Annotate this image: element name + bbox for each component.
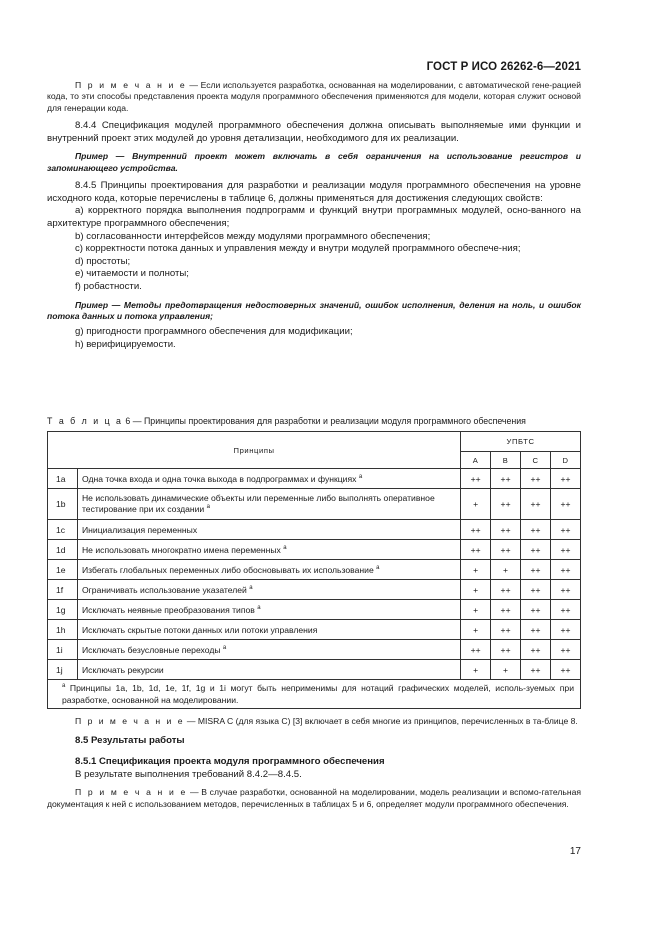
after-table-block	[47, 716, 581, 810]
row-principle	[77, 469, 460, 489]
level-b-header: B	[491, 452, 521, 469]
note-1	[47, 80, 581, 114]
row-principle-text: Не использовать динамические объекты или переменные либо выполнять оперативное тестирование при их создании	[81, 492, 435, 514]
cell-a: +	[461, 580, 491, 600]
row-id: 1f	[48, 580, 78, 600]
row-id: 1g	[48, 600, 78, 620]
row-principle-text: Избегать глобальных переменных либо обосновывать их использование	[81, 564, 374, 575]
row-principle	[77, 580, 460, 600]
cell-c: ++	[521, 520, 551, 540]
note-text: — MISRA C (для языка C) [3] включает в себя многие из принципов, перечисленных в та-блице 8.	[184, 716, 578, 726]
cell-c: ++	[521, 620, 551, 640]
row-principle	[77, 520, 460, 540]
table-row	[48, 640, 581, 660]
row-id: 1c	[48, 520, 78, 540]
cell-a: +	[461, 660, 491, 680]
row-principle-text: Исключать рекурсии	[81, 664, 164, 675]
example-1: Пример — Внутренний проект может включать в себя ограничения на использование регистров и запоминающего устройства.	[47, 151, 581, 173]
list-item: c) корректности потока данных и управления между и внутри модулей программного обеспече-ния;	[75, 243, 521, 255]
cell-c: ++	[521, 489, 551, 520]
note-label: П р и м е ч а н и е	[75, 787, 188, 798]
table-row	[48, 600, 581, 620]
row-principle	[77, 560, 460, 580]
table-row	[48, 540, 581, 560]
cell-c: ++	[521, 540, 551, 560]
properties-list	[47, 205, 581, 293]
table-caption	[47, 416, 526, 426]
footnote-mark: a	[62, 683, 66, 689]
list-item: a) корректного порядка выполнения подпрограмм и функций внутри программных модулей, осно-ванного на архитектуре программного обеспечения;	[47, 205, 581, 229]
row-principle-text: Одна точка входа и одна точка выхода в подпрограммах и функциях	[81, 473, 357, 484]
table-row	[48, 560, 581, 580]
cell-b: ++	[491, 540, 521, 560]
cell-a: ++	[461, 640, 491, 660]
row-principle-text: Инициализация переменных	[81, 524, 198, 535]
row-principle-text: Не использовать многократно имена переменных	[81, 544, 281, 555]
footnote-mark: a	[283, 544, 287, 551]
level-a-header: A	[461, 452, 491, 469]
row-principle	[77, 600, 460, 620]
list-item: f) робастности.	[75, 280, 142, 292]
cell-b: ++	[491, 600, 521, 620]
cell-b: +	[491, 560, 521, 580]
paragraph-8-5-1: В результате выполнения требований 8.4.2—8.4.5.	[75, 768, 302, 780]
row-id: 1i	[48, 640, 78, 660]
row-principle-text: Исключать скрытые потоки данных или потоки управления	[81, 624, 318, 635]
footnote-text: Принципы 1a, 1b, 1d, 1e, 1f, 1g и 1i могут быть неприменимы для нотаций графических моделей, исполь-зуемых при разработке, основанной на моделировании.	[62, 683, 574, 705]
cell-d: ++	[551, 520, 581, 540]
section-8-5-heading: 8.5 Результаты работы	[75, 735, 185, 747]
table-row	[48, 660, 581, 680]
cell-d: ++	[551, 580, 581, 600]
cell-d: ++	[551, 540, 581, 560]
cell-d: ++	[551, 600, 581, 620]
cell-d: ++	[551, 660, 581, 680]
footnote-mark: a	[257, 604, 261, 611]
cell-b: ++	[491, 580, 521, 600]
example-2: Пример — Методы предотвращения недостоверных значений, ошибок исполнения, деления на ноль, и ошибок потока данных и потока управления;	[47, 299, 581, 321]
note-label: П р и м е ч а н и е	[75, 716, 185, 726]
properties-list-continued	[47, 326, 581, 351]
section-8-5-1-heading: 8.5.1 Спецификация проекта модуля программного обеспечения	[75, 756, 385, 767]
design-principles-table	[47, 431, 581, 709]
cell-c: ++	[521, 600, 551, 620]
table-row	[48, 520, 581, 540]
cell-a: ++	[461, 469, 491, 489]
row-principle	[77, 640, 460, 660]
cell-d: ++	[551, 640, 581, 660]
cell-b: ++	[491, 520, 521, 540]
footnote-mark: a	[358, 473, 363, 480]
cell-a: +	[461, 620, 491, 640]
row-principle-text: Исключать безусловные переходы	[81, 644, 221, 655]
principles-header: Принципы	[48, 432, 461, 469]
row-principle	[77, 489, 460, 520]
table-footnote	[48, 680, 581, 709]
cell-c: ++	[521, 660, 551, 680]
cell-a: +	[461, 560, 491, 580]
cell-d: ++	[551, 560, 581, 580]
page-number: 17	[569, 846, 581, 857]
document-code: ГОСТ Р ИСО 26262-6—2021	[426, 61, 581, 73]
table-row	[48, 620, 581, 640]
table-footnote-row	[48, 680, 581, 709]
row-principle-text: Исключать неявные преобразования типов	[81, 604, 255, 615]
note-text: — В случае разработки, основанной на моделировании, модель реализации и вспомо-гательная документация к ней с использованием методов, перечисленных в таблицах 5 и 6, определяет модули программного обеспечения.	[47, 787, 582, 809]
asil-header: УПБТС	[461, 432, 581, 452]
cell-b: ++	[491, 620, 521, 640]
cell-b: ++	[491, 469, 521, 489]
note-text: — Если используется разработка, основанная на моделировании, с автоматической гене-рацией кода, то эти способы представления проекта модуля программного обеспечения применяются для модели, которая служит основой для генерации кода.	[47, 80, 581, 113]
note-3	[47, 787, 581, 810]
list-item: e) читаемости и полноты;	[75, 268, 189, 280]
cell-a: +	[461, 600, 491, 620]
note-label: П р и м е ч а н и е	[75, 80, 187, 90]
cell-b: +	[491, 660, 521, 680]
cell-d: ++	[551, 620, 581, 640]
list-item: h) верифицируемости.	[75, 338, 176, 350]
table-row	[48, 580, 581, 600]
cell-c: ++	[521, 469, 551, 489]
paragraph-8-4-4: 8.4.4 Спецификация модулей программного обеспечения должна описывать выполняемые ими функции и внутренний проект этих модулей до уровня детализации, необходимого для их реализации.	[47, 120, 581, 144]
footnote-mark: a	[222, 644, 227, 651]
text-block	[47, 80, 581, 352]
row-id: 1d	[48, 540, 78, 560]
cell-a: ++	[461, 540, 491, 560]
cell-b: ++	[491, 489, 521, 520]
table-caption-label: Т а б л и ц а	[47, 416, 123, 426]
cell-b: ++	[491, 640, 521, 660]
row-principle-text: Ограничивать использование указателей	[81, 584, 247, 595]
row-principle	[77, 660, 460, 680]
cell-a: ++	[461, 520, 491, 540]
row-id: 1b	[48, 489, 78, 520]
cell-c: ++	[521, 580, 551, 600]
note-2	[47, 716, 581, 727]
table-caption-text: 6 — Принципы проектирования для разработки и реализации модуля программного обеспечения	[122, 416, 526, 426]
list-item: d) простоты;	[75, 255, 131, 267]
footnote-mark: a	[376, 564, 380, 571]
table-row	[48, 469, 581, 489]
row-principle	[77, 540, 460, 560]
row-id: 1e	[48, 560, 78, 580]
cell-d: ++	[551, 469, 581, 489]
level-d-header: D	[551, 452, 581, 469]
level-c-header: C	[521, 452, 551, 469]
paragraph-8-4-5: 8.4.5 Принципы проектирования для разработки и реализации модуля программного обеспечения на уровне исходного кода, которые перечислены в таблице 6, должны применяться для достижения следующих свойств:	[47, 180, 581, 204]
cell-c: ++	[521, 560, 551, 580]
list-item: b) согласованности интерфейсов между модулями программного обеспечения;	[75, 230, 431, 242]
cell-a: +	[461, 489, 491, 520]
row-id: 1h	[48, 620, 78, 640]
table-row	[48, 489, 581, 520]
row-id: 1j	[48, 660, 78, 680]
cell-d: ++	[551, 489, 581, 520]
list-item: g) пригодности программного обеспечения для модификации;	[75, 326, 353, 338]
footnote-mark: a	[249, 584, 253, 591]
row-principle	[77, 620, 460, 640]
row-id: 1a	[48, 469, 78, 489]
cell-c: ++	[521, 640, 551, 660]
footnote-mark: a	[206, 504, 210, 510]
